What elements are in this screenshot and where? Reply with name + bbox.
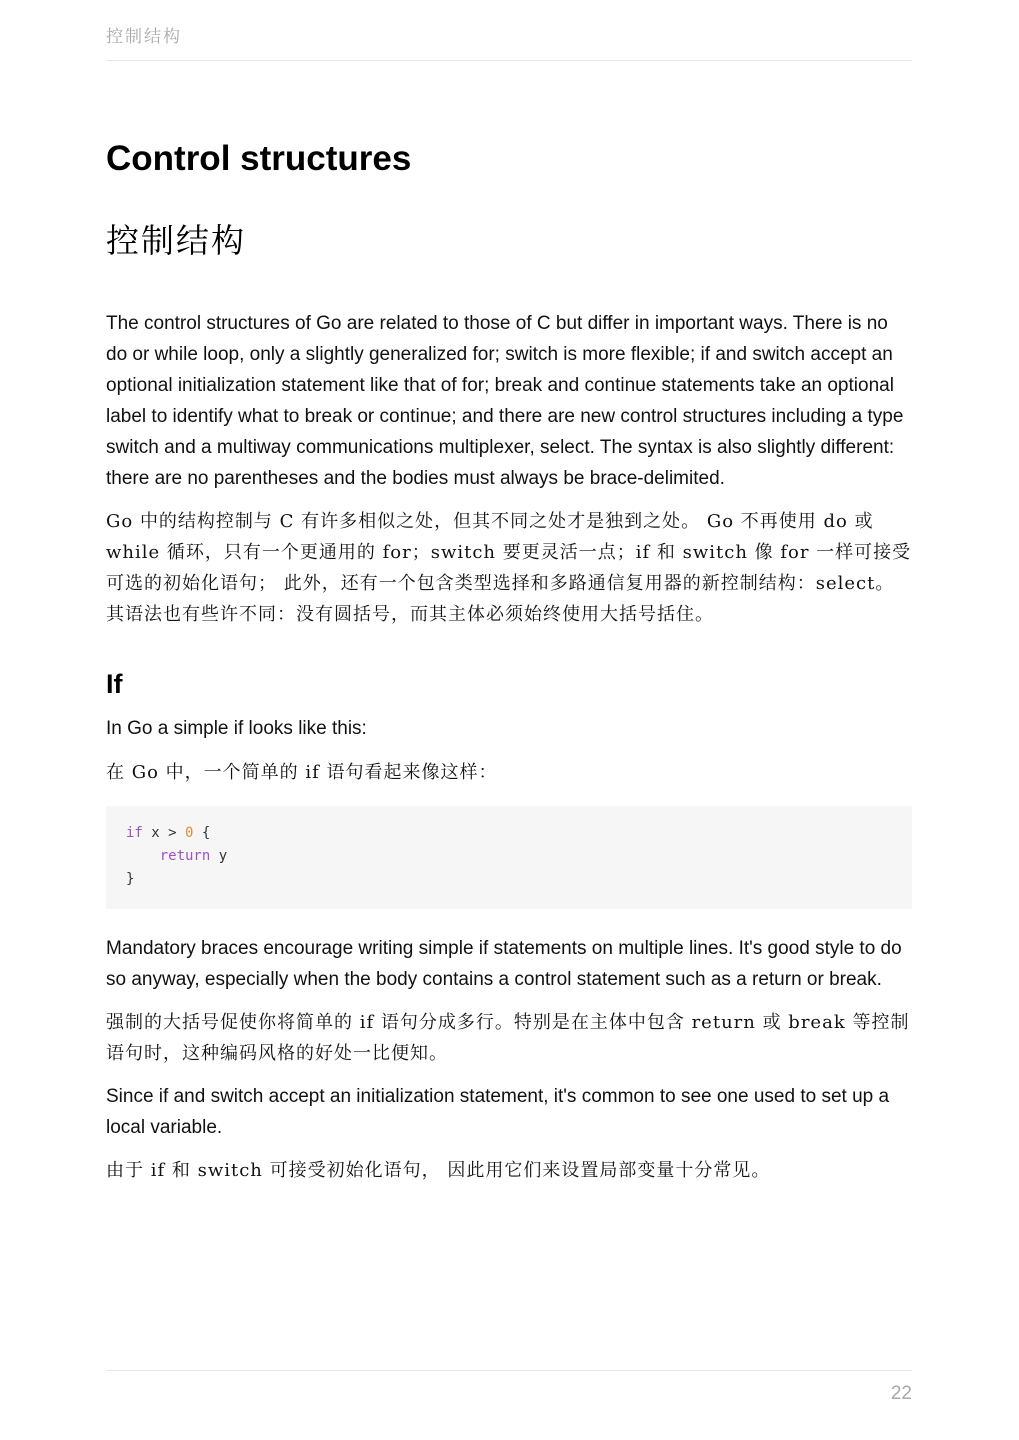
running-header: 控制结构 <box>106 27 182 47</box>
code-keyword-if: if <box>126 825 143 841</box>
intro-paragraph-en: The control structures of Go are related to those of C but differ in important ways. There is no do or while loop, only a slightly generalized for; switch is more flexible; if and switch accept an optional initialization statement like that of for; break and continue statements take an optional label to identify what to break or continue; and there are new control structures including a type switch and a multiway communications multiplexer, select. The syntax is also slightly different: there are no parentheses and the bodies must always be brace-delimited. <box>106 313 904 489</box>
header-divider <box>106 60 912 61</box>
page-number: 22 <box>890 1383 912 1404</box>
init-paragraph-en: Since if and switch accept an initialization statement, it's common to see one used to set up a local variable. <box>106 1086 890 1138</box>
document-page <box>106 0 912 1440</box>
braces-paragraph-en: Mandatory braces encourage writing simple if statements on multiple lines. It's good style to do so anyway, especially when the body contains a control statement such as a return or break. <box>106 938 902 990</box>
code-condition: x > <box>142 825 186 841</box>
page-content <box>106 138 912 1186</box>
code-block <box>106 806 912 909</box>
section-title-cn: 控制结构 <box>106 221 246 260</box>
code-return-value: y <box>210 848 228 864</box>
if-intro-cn: 在 Go 中，一个简单的 if 语句看起来像这样： <box>106 762 498 783</box>
section-title-en: Control structures <box>106 139 412 178</box>
code-keyword-return: return <box>159 848 211 864</box>
subsection-title-if: If <box>106 669 123 699</box>
braces-paragraph-cn: 强制的大括号促使你将简单的 if 语句分成多行。特别是在主体中包含 return 或 break 等控制语句时，这种编码风格的好处一比便知。 <box>106 1012 910 1064</box>
code-open-brace: { <box>193 825 211 841</box>
code-indent <box>126 848 160 864</box>
init-paragraph-cn: 由于 if 和 switch 可接受初始化语句， 因此用它们来设置局部变量十分常见。 <box>106 1160 771 1181</box>
footer-divider <box>106 1370 912 1371</box>
code-number: 0 <box>185 825 194 841</box>
intro-paragraph-cn: Go 中的结构控制与 C 有许多相似之处，但其不同之处才是独到之处。 Go 不再使用 do 或 while 循环，只有一个更通用的 for；switch 要更灵活一点；if 和 switch 像 for 一样可接受可选的初始化语句； 此外，还有一个包含类型选择和多路通信复用器的新控制结构：select。 其语法也有些许不同：没有圆括号，而其主体必须始终使用大括号括住。 <box>106 511 912 625</box>
if-intro-en: In Go a simple if looks like this: <box>106 718 367 739</box>
code-close-brace: } <box>126 871 135 887</box>
